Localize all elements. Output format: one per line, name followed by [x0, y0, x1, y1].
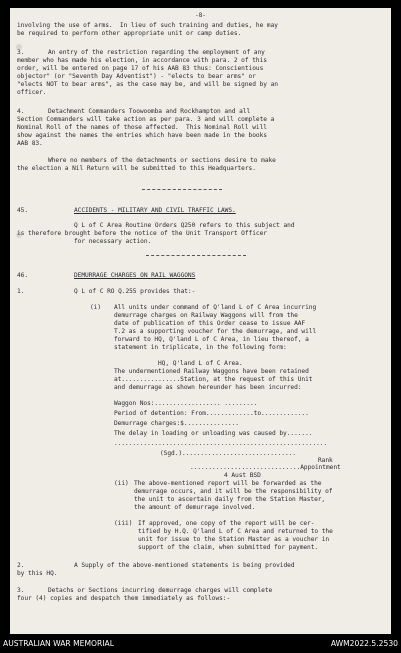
text-line: is therefore brought before the notice of the Unit Transport Officer	[17, 230, 267, 237]
text-line: 4.	[17, 108, 25, 115]
text-line: Rank	[318, 457, 333, 464]
text-line: 2.	[17, 562, 25, 569]
text-line: unit for issue to the Station Master as a voucher in	[138, 536, 330, 543]
text-line: the election a Nil Return will be submitted to this Headquarters.	[17, 165, 256, 172]
text-line: tified by H.Q. Q'land L of C Area and returned to the	[138, 528, 333, 535]
text-line: Detachment Commanders Toowoomba and Rockhampton and all	[48, 108, 251, 115]
text-line: (iii)	[114, 520, 133, 527]
text-line: be required to perform other appropriate unit or camp duties.	[17, 30, 242, 37]
text-line: order, will be entered on page 17 of his AAB 83 thus: Conscientious	[17, 65, 264, 72]
text-line: member who has made his election, in accordance with para. 2 of this	[17, 57, 267, 64]
text-line: four (4) copies and despatch them immediately as follows:-	[17, 595, 231, 602]
archive-reference: AWM2022.5.2530	[330, 639, 398, 648]
text-line: 4 Aust BSD	[224, 472, 261, 479]
text-line: and demurrage as shown hereunder has been incurred:	[114, 384, 302, 391]
text-line: the unit to ascertain daily from the Station Master,	[134, 496, 326, 503]
text-line: the amount of demurrage involved.	[134, 504, 256, 511]
text-line: 46.	[17, 272, 29, 279]
text-line: The delay in loading or unloading was caused by.......	[114, 430, 313, 437]
text-line: ..........................................................	[114, 440, 328, 447]
text-line: (i)	[90, 304, 102, 311]
text-line: Waggon Nos:.................. .........	[114, 400, 258, 407]
text-line: 3.	[17, 587, 25, 594]
text-line: by this HQ.	[17, 570, 58, 577]
text-line: T.2 as a supporting voucher for the demurrage, and will	[114, 328, 317, 335]
text-line: DEMURRAGE CHARGES ON RAIL WAGGONS	[74, 272, 196, 279]
text-line: All units under command of Q'land L of C Area incurring	[114, 304, 317, 311]
text-line: for necessary action.	[74, 238, 152, 245]
section-divider	[146, 255, 246, 256]
text-line: Nominal Roll of the names of those affected. This Nominal Roll will	[17, 124, 267, 131]
document-page	[10, 8, 391, 634]
text-line: 45.	[17, 207, 29, 214]
text-line: officer.	[17, 89, 47, 96]
text-line: Q L of C Area Routine Orders Q250 refers to this subject and	[74, 222, 295, 229]
text-line: 1.	[17, 288, 25, 295]
text-line: (Sgd.)...............................	[160, 450, 296, 457]
text-line: An entry of the restriction regarding the employment of any	[48, 49, 265, 56]
text-line: Demurrage charges:$...............	[114, 420, 239, 427]
text-line: show against the names the entries which have been made in the books	[17, 132, 267, 139]
page-number: -8-	[195, 12, 206, 19]
text-line: "elects NOT to bear arms", as the case may be, and will be signed by an	[17, 81, 278, 88]
text-line: (ii)	[114, 480, 129, 487]
text-line: Where no members of the detachments or sections desire to make	[48, 157, 276, 164]
text-line: demurrage occurs, and it will be the responsibility of	[134, 488, 333, 495]
text-line: The above-mentioned report will be forwarded as the	[134, 480, 322, 487]
text-line: involving the use of arms. In lieu of such training and duties, he may	[17, 22, 278, 29]
text-line: objector" (or "Seventh Day Adventist") - "elects to bear arms" or	[17, 73, 256, 80]
text-line: forward to HQ, Q'land L of C Area, in lieu thereof, a	[114, 336, 309, 343]
text-line: Section Commanders will take action as per para. 3 and will complete a	[17, 116, 275, 123]
section-divider	[142, 189, 222, 190]
text-line: Q L of C RO Q.255 provides that:-	[74, 288, 196, 295]
text-line: AAB 83.	[17, 140, 43, 147]
text-line: If approved, one copy of the report will be cer-	[138, 520, 315, 527]
text-line: A Supply of the above-mentioned statements is being provided	[74, 562, 295, 569]
archive-name: AUSTRALIAN WAR MEMORIAL	[3, 639, 114, 648]
text-line: at................Station, at the request of this Unit	[114, 376, 313, 383]
archive-footer	[0, 636, 401, 653]
text-line: demurrage charges on Railway Waggons will from the	[114, 312, 298, 319]
text-line: Detachs or Sections incurring demurrage charges will complete	[48, 587, 273, 594]
text-line: Period of detention: From.............to.............	[114, 410, 309, 417]
text-line: HQ, Q'land L of C Area.	[158, 360, 243, 367]
text-line: The undermentioned Railway Waggons have been retained	[114, 368, 309, 375]
text-line: ACCIDENTS - MILITARY AND CIVIL TRAFFIC LAWS.	[74, 207, 236, 214]
text-line: 3.	[17, 49, 25, 56]
text-line: date of publication of this Order cease to issue AAF	[114, 320, 306, 327]
text-line: support of the claim, when submitted for payment.	[138, 544, 319, 551]
text-line: statement in triplicate, in the following form:	[114, 344, 287, 351]
text-line: ..............................Appointment	[190, 464, 341, 471]
